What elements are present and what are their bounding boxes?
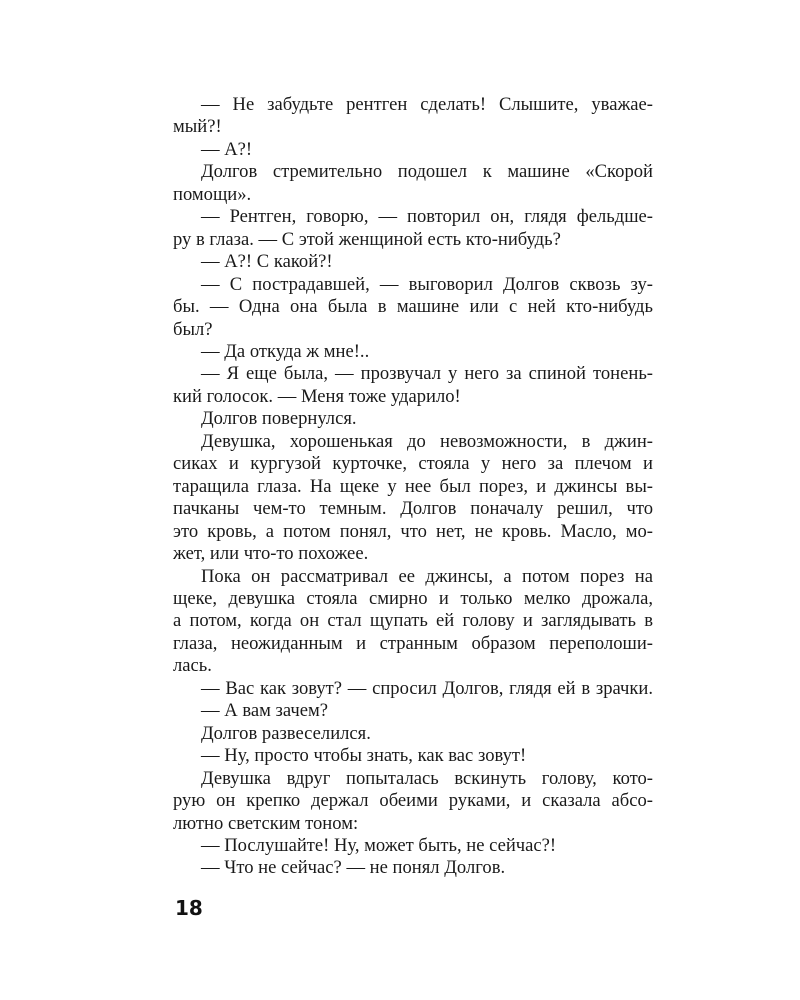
- text-line: лютно светским тоном:: [173, 812, 359, 834]
- text-line: ру в глаза. — С этой женщиной есть кто-нибудь?: [173, 228, 561, 250]
- text-line: глаза, неожиданным и странным образом переполоши-: [173, 632, 653, 654]
- text-line: Долгов развеселился.: [201, 722, 371, 744]
- text-line: щеке, девушка стояла смирно и только мелко дрожала,: [173, 587, 653, 609]
- text-line: — А?! С какой?!: [201, 251, 333, 273]
- text-line: — Я еще была, — прозвучал у него за спиной тонень-: [201, 363, 653, 385]
- text-line: Долгов стремительно подошел к машине «Скорой: [201, 161, 653, 183]
- text-line: помощи».: [173, 183, 252, 205]
- text-line: пачканы чем-то темным. Долгов поначалу решил, что: [173, 498, 653, 520]
- text-line: был?: [173, 318, 213, 340]
- text-line: — А?!: [201, 138, 253, 160]
- text-line: Пока он рассматривал ее джинсы, а потом порез на: [201, 565, 653, 587]
- text-line: рую он крепко держал обеими руками, и сказала абсо-: [173, 790, 653, 812]
- text-line: Девушка вдруг попыталась вскинуть голову, кото-: [201, 767, 653, 789]
- text-line: таращила глаза. На щеке у нее был порез, и джинсы вы-: [173, 475, 653, 497]
- text-line: — Не забудьте рентген сделать! Слышите, уважае-: [201, 94, 653, 115]
- text-line: — С пострадавшей, — выговорил Долгов сквозь зу-: [201, 273, 653, 295]
- text-line: лась.: [173, 655, 212, 677]
- text-line: бы. — Одна она была в машине или с ней кто-нибудь: [173, 296, 653, 318]
- text-line: — Послушайте! Ну, может быть, не сейчас?!: [201, 834, 557, 856]
- text-line: жет, или что-то похожее.: [173, 543, 369, 565]
- text-line: — А вам зачем?: [201, 700, 328, 722]
- text-line: — Что не сейчас? — не понял Долгов.: [201, 857, 506, 879]
- text-line: это кровь, а потом понял, что нет, не кровь. Масло, мо-: [173, 520, 653, 542]
- body-text: [173, 94, 653, 880]
- text-line: сиках и кургузой курточке, стояла у него за плечом и: [173, 453, 653, 475]
- page-number: 18: [175, 896, 203, 920]
- text-line: мый?!: [173, 116, 222, 138]
- text-line: кий голосок. — Меня тоже ударило!: [173, 385, 461, 407]
- text-line: — Рентген, говорю, — повторил он, глядя фельдше-: [201, 206, 653, 228]
- text-line: Девушка, хорошенькая до невозможности, в джин-: [201, 430, 653, 452]
- text-line: Долгов повернулся.: [201, 408, 357, 430]
- text-line: а потом, когда он стал щупать ей голову и заглядывать в: [173, 610, 653, 632]
- text-line: — Ну, просто чтобы знать, как вас зовут!: [201, 745, 527, 767]
- text-line: — Да откуда ж мне!..: [201, 340, 370, 362]
- text-line: — Вас как зовут? — спросил Долгов, глядя ей в зрачки.: [201, 677, 653, 699]
